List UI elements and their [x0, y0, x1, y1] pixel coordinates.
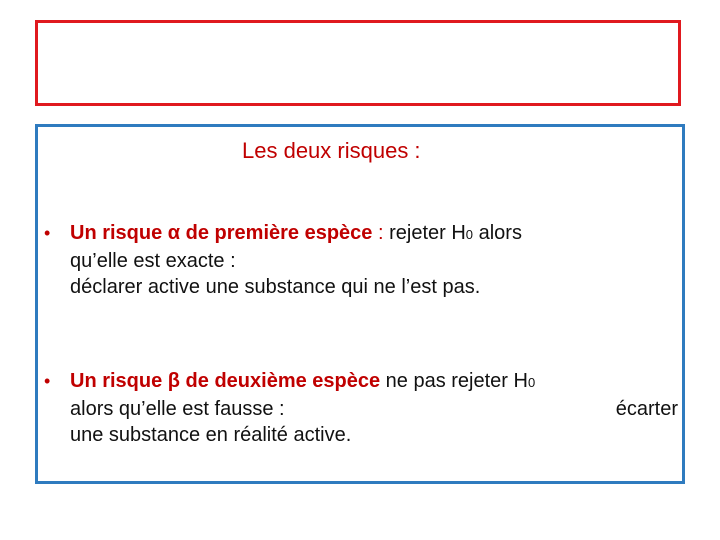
risk-text: alors	[473, 222, 522, 244]
risk-item-line-1	[70, 368, 684, 396]
slide-title-box	[35, 20, 681, 106]
risk-item-line-2	[70, 396, 678, 422]
risk-item-body	[70, 368, 684, 448]
bullet-icon: •	[44, 223, 51, 243]
risk-text-right: écarter	[615, 398, 678, 420]
bullet-icon: •	[44, 371, 51, 391]
risk-text-left: alors qu’elle est fausse :	[70, 398, 285, 420]
risk-item-beta	[44, 368, 684, 448]
risk-text: rejeter H	[389, 222, 466, 244]
subscript: 0	[465, 227, 474, 242]
risk-text: ne pas rejeter H	[380, 370, 528, 392]
risk-item-body	[70, 220, 684, 300]
risk-item-line-2: qu’elle est exacte :	[70, 250, 236, 272]
separator: :	[372, 222, 390, 244]
slide-heading: Les deux risques :	[242, 138, 421, 163]
risk-item-line-1	[70, 220, 684, 248]
subscript: 0	[527, 375, 536, 390]
risk-item-alpha	[44, 220, 684, 300]
risk-alpha-highlight: Un risque α de première espèce	[70, 222, 373, 244]
risk-item-line-3: déclarer active une substance qui ne l’est pas.	[70, 276, 481, 298]
risk-beta-highlight: Un risque β de deuxième espèce	[70, 370, 381, 392]
risk-item-line-3: une substance en réalité active.	[70, 424, 352, 446]
